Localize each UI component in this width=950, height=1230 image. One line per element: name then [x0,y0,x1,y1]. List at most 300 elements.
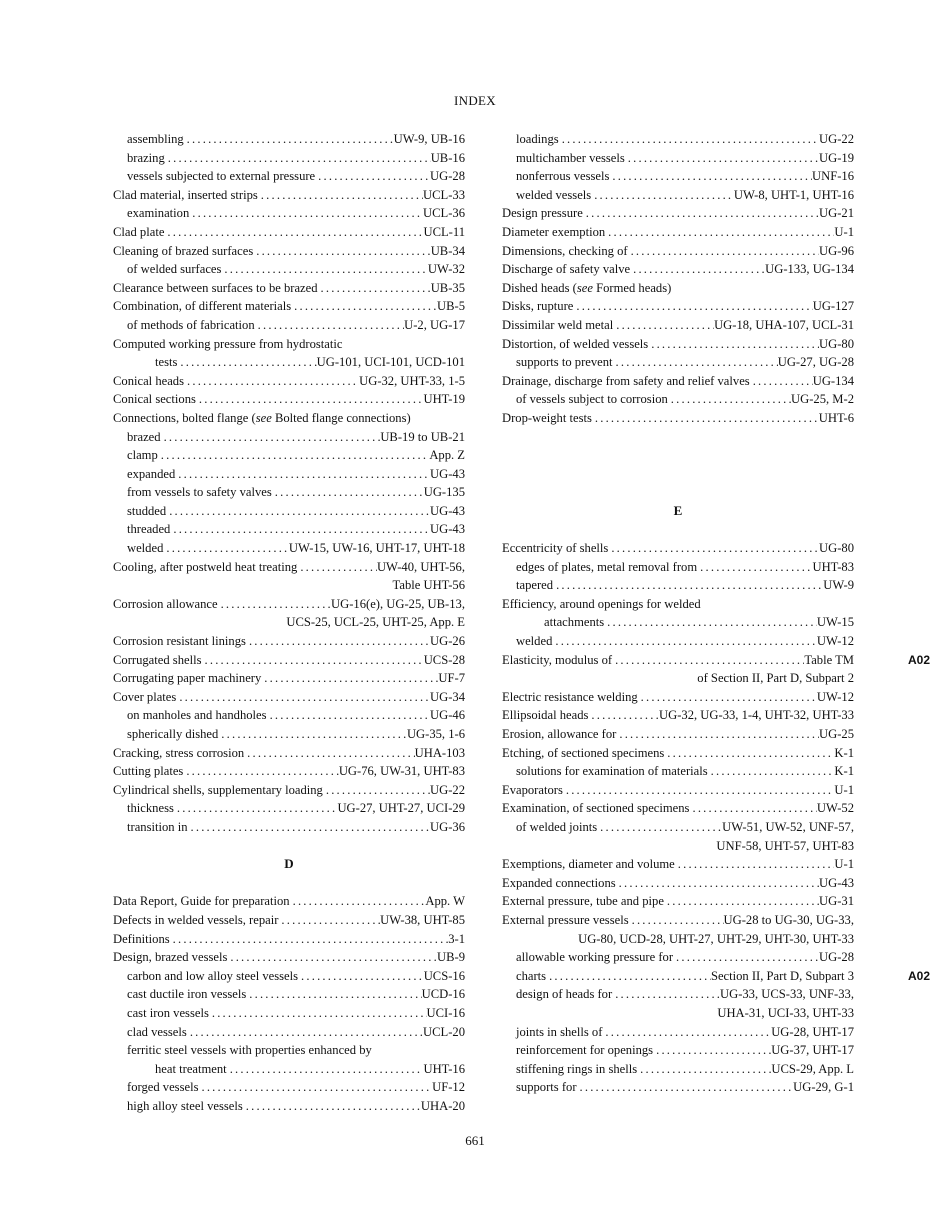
entry-reference: UG-80 [819,541,854,556]
entry-term: joints in shells of [516,1024,603,1039]
entry-reference: K-1 [834,764,854,779]
entry-reference: UG-22 [819,132,854,146]
entry-reference: UW-15, UW-16, UHT-17, UHT-18 [288,541,465,556]
entry-term: welded [516,634,553,649]
dot-leader [170,930,449,949]
index-subentry [502,948,854,967]
dot-leader [628,242,819,261]
entry-term: Data Report, Guide for preparation [113,894,290,909]
dot-leader [166,502,430,521]
entry-term: supports for [516,1080,577,1095]
entry-reference: UF-12 [432,1080,465,1095]
dot-leader [183,762,339,781]
entry-reference: UG-27, UHT-27, UCI-29 [337,801,465,816]
dot-leader [546,967,711,986]
entry-term: nonferrous vessels [516,169,610,184]
dot-leader [170,520,430,539]
index-entry [113,781,465,800]
entry-reference: UG-33, UCS-33, UNF-33, [720,987,854,1002]
dot-leader [602,1023,771,1042]
entry-reference: UG-43 [819,875,854,890]
entry-term: forged vessels [127,1080,199,1095]
index-subentry [502,167,854,186]
entry-term: Clearance between surfaces to be brazed [113,280,318,295]
dot-leader [592,409,819,428]
index-subentry [502,149,854,168]
entry-term: thickness [127,801,174,816]
entry-reference: UHA-20 [420,1098,465,1113]
dot-leader [629,911,724,930]
index-entry [502,799,854,818]
index-entry [502,725,854,744]
dot-leader [668,390,791,409]
entry-term: design of heads for [516,987,613,1002]
entry-term: solutions for examination of materials [516,764,708,779]
index-entry-continuation: Table UHT-56 [392,578,465,593]
entry-reference: UB-9 [437,950,465,965]
entry-term: Drop-weight tests [502,410,592,425]
entry-term: Efficiency, around openings for welded [502,596,701,611]
page-header: INDEX [454,93,496,108]
dot-leader [253,242,430,261]
entry-reference: UB-5 [437,299,465,314]
dot-leader [290,892,426,911]
entry-term: External pressure vessels [502,912,629,927]
dot-leader [573,297,812,316]
entry-reference: UW-12 [816,634,854,649]
dot-leader [591,186,734,205]
entry-term: Cutting plates [113,764,184,779]
index-subentry [113,520,465,539]
entry-reference: UCL-36 [423,206,465,221]
index-entry [502,706,854,725]
dot-leader [221,260,428,279]
entry-term: Cracking, stress corrosion [113,745,245,760]
entry-term: Conical heads [113,373,184,388]
dot-leader [291,297,437,316]
index-subentry [113,149,465,168]
dot-leader [616,725,819,744]
index-entry [113,558,465,577]
entry-term: Corrugated shells [113,652,202,667]
entry-reference: U-1 [834,224,854,239]
entry-reference: UHT-19 [423,392,465,407]
index-subentry [113,1097,465,1116]
entry-term: Design pressure [502,206,583,221]
entry-reference: UG-26 [430,634,465,649]
entry-reference: UW-8, UHT-1, UHT-16 [733,187,854,202]
index-subentry [113,725,465,744]
revision-mark: A02 [907,968,930,983]
entry-reference: UG-43 [430,466,465,481]
index-subentry [113,1023,465,1042]
dot-leader [616,874,819,893]
dot-leader [188,818,431,837]
entry-term: brazing [127,150,165,165]
entry-reference: App. W [425,894,465,909]
dot-leader [697,558,812,577]
index-entry [502,260,854,279]
index-subentry [113,483,465,502]
entry-term: heat treatment [155,1061,227,1076]
entry-term: Corrosion allowance [113,596,218,611]
entry-term: Dished heads (see Formed heads) [502,280,672,295]
entry-term: Etching, of sectioned specimens [502,745,665,760]
index-entry-continuation: UNF-58, UHT-57, UHT-83 [716,838,854,853]
entry-reference: UG-36 [430,819,465,834]
index-entry-continuation: UHA-31, UCI-33, UHT-33 [717,1005,854,1020]
dot-leader [708,762,835,781]
dot-leader [625,149,819,168]
entry-reference: UNF-16 [812,169,854,184]
entry-reference: UG-29, G-1 [793,1080,854,1095]
index-entry [502,297,854,316]
index-entry [502,409,854,428]
entry-term: Corrosion resistant linings [113,634,246,649]
entry-reference: UCL-20 [423,1024,465,1039]
entry-term: Cooling, after postweld heat treating [113,559,298,574]
index-subentry [502,1041,854,1060]
index-entry [502,651,930,670]
dot-leader [553,576,823,595]
spacer [502,483,854,502]
index-entry [113,409,465,428]
index-subentry [502,1060,854,1079]
dot-leader [272,483,424,502]
dot-leader [648,335,819,354]
index-subentry [502,818,854,837]
entry-term: Electric resistance welding [502,689,638,704]
dot-leader [605,223,834,242]
dot-leader [187,1023,423,1042]
dot-leader [243,1097,421,1116]
index-subentry [502,1078,854,1097]
entry-reference: Table TM [804,652,854,667]
index-subentry [113,204,465,223]
index-entry [502,744,854,763]
entry-reference: App. Z [429,448,465,463]
entry-reference: K-1 [834,745,854,760]
entry-reference: UCS-28 [423,652,465,667]
entry-reference: UG-127 [812,299,854,314]
spacer [502,428,854,447]
entry-reference: UG-22 [430,782,465,797]
entry-term: transition in [127,819,188,834]
entry-term: assembling [127,132,184,146]
entry-reference: UG-28 to UG-30, UG-33, [723,912,854,927]
dot-leader [608,539,819,558]
index-entry [113,223,465,242]
entry-reference: UG-43 [430,522,465,537]
entry-term: clamp [127,448,158,463]
entry-term: of welded surfaces [127,262,222,277]
index-entry-continuation: UCS-25, UCL-25, UHT-25, App. E [286,615,465,630]
dot-leader [612,985,720,1004]
entry-reference: UHA-103 [414,745,465,760]
index-subentry [113,1060,465,1079]
entry-term: charts [516,968,547,983]
entry-term: Distortion, of welded vessels [502,336,649,351]
index-subentry [502,967,930,986]
dot-leader [158,446,430,465]
entry-term: from vessels to safety valves [127,485,272,500]
dot-leader [218,595,331,614]
entry-reference: UG-35, 1-6 [406,727,465,741]
entry-term: Computed working pressure from hydrostatic [113,336,343,351]
entry-reference: UG-80 [819,336,854,351]
dot-leader [630,260,765,279]
index-entry [502,595,854,614]
index-entry [502,874,854,893]
entry-term: edges of plates, metal removal from [516,559,698,574]
entry-term: attachments [544,615,605,630]
dot-leader [175,465,430,484]
index-entry [502,781,854,800]
index-entry [113,911,465,930]
entry-term: examination [127,206,190,221]
entry-reference: UW-9 [823,578,854,593]
index-subentry [113,465,465,484]
index-entry [113,595,465,614]
index-entry [113,297,465,316]
entry-term: threaded [127,522,171,537]
index-subentry [113,446,465,465]
index-entry [502,223,854,242]
entry-reference: UW-12 [816,689,854,704]
dot-leader [278,911,380,930]
entry-reference: UF-7 [438,671,465,686]
index-entry [502,539,854,558]
entry-term: Clad plate [113,224,165,239]
entry-term: loadings [516,132,559,146]
index-entry [113,390,465,409]
dot-leader [609,167,812,186]
entry-reference: UG-133, UG-134 [765,262,854,277]
entry-term: stiffening rings in shells [516,1061,638,1076]
dot-leader [552,632,817,651]
index-subentry [502,613,854,632]
entry-reference: UW-40, UHT-56, [376,559,465,574]
index-entry [502,242,854,261]
entry-term: Connections, bolted flange (see Bolted flange connections) [113,410,411,425]
entry-term: Cylindrical shells, supplementary loading [113,782,323,797]
entry-term: high alloy steel vessels [127,1098,243,1113]
entry-reference: UG-134 [812,373,854,388]
entry-reference: UG-28 [819,950,854,965]
entry-term: multichamber vessels [516,150,625,165]
entry-term: Clad material, inserted strips [113,187,258,202]
entry-reference: UG-27, UG-28 [777,355,854,370]
index-column-left [113,130,465,1115]
dot-leader [750,372,813,391]
dot-leader [298,967,424,986]
entry-reference: UCS-16 [423,968,465,983]
entry-term: Exemptions, diameter and volume [502,857,675,872]
entry-reference: UCI-16 [426,1005,465,1020]
index-entry-continuation: UG-80, UCD-28, UHT-27, UHT-29, UHT-30, UHT-33 [578,931,854,946]
index-entry [113,242,465,261]
entry-term: Ellipsoidal heads [502,708,589,723]
entry-term: ferritic steel vessels with properties enhanced by [127,1043,372,1058]
entry-term: expanded [127,466,176,481]
entry-term: Cover plates [113,689,177,704]
index-entry [113,762,465,781]
entry-term: of methods of fabrication [127,317,255,332]
dot-leader [597,818,722,837]
index-entry-continuation: of Section II, Part D, Subpart 2 [697,671,854,686]
index-entry [502,855,854,874]
index-entry [113,632,465,651]
dot-leader [315,167,430,186]
entry-term: Defects in welded vessels, repair [113,912,279,927]
index-entry [502,372,854,391]
dot-leader [261,669,438,688]
index-subentry [113,818,465,837]
entry-reference: UHT-6 [818,410,854,425]
entry-reference: UG-19 [819,150,854,165]
entry-reference: UG-37, UHT-17 [771,1043,854,1058]
dot-leader [176,688,430,707]
dot-leader [246,632,430,651]
entry-reference: UW-51, UW-52, UNF-57, [722,819,854,834]
entry-reference: UW-15 [816,615,854,630]
entry-reference: UG-34 [430,689,465,704]
entry-reference: UG-31 [819,894,854,909]
entry-reference: U-1 [834,782,854,797]
entry-reference: UG-135 [423,485,465,500]
index-entry [113,688,465,707]
entry-reference: Section II, Part D, Subpart 3 [710,968,854,983]
dot-leader [258,186,423,205]
section-letter: E [673,502,683,518]
entry-term: Elasticity, modulus of [502,652,613,667]
dot-leader [613,353,778,372]
index-subentry [113,539,465,558]
section-letter: D [284,856,294,872]
index-entry [113,372,465,391]
entry-reference: UB-16 [430,150,465,165]
index-entry [502,892,854,911]
entry-term: carbon and low alloy steel vessels [127,968,299,983]
entry-reference: UG-21 [819,206,854,221]
entry-term: Conical sections [113,392,196,407]
entry-reference: UW-32 [427,262,465,277]
entry-term: Dimensions, checking of [502,243,628,258]
dot-leader [244,744,414,763]
dot-leader [227,1060,424,1079]
entry-term: Dissimilar weld metal [502,317,614,332]
index-subentry [113,1078,465,1097]
index-subentry [502,762,854,781]
entry-term: on manholes and handholes [127,708,267,723]
index-subentry [113,985,465,1004]
entry-reference: UB-19 to UB-21 [380,429,465,444]
spacer [502,465,854,484]
entry-term: of vessels subject to corrosion [516,392,668,407]
dot-leader [637,1060,771,1079]
entry-term: Diameter exemption [502,224,606,239]
entry-reference: UG-28 [430,169,465,184]
dot-leader [664,892,819,911]
spacer [113,837,465,856]
index-subentry [502,390,854,409]
entry-term: of welded joints [516,819,598,834]
spacer [113,874,465,893]
entry-reference: UW-38, UHT-85 [380,912,465,927]
dot-leader [577,1078,794,1097]
entry-term: Definitions [113,931,170,946]
dot-leader [164,223,423,242]
dot-leader [297,558,377,577]
index-entry [113,335,465,354]
entry-term: Expanded connections [502,875,616,890]
entry-reference: UCL-33 [423,187,465,202]
dot-leader [246,985,421,1004]
entry-term: spherically dished [127,727,219,741]
index-subentry [502,632,854,651]
index-subentry [113,316,465,335]
entry-reference: UG-18, UHA-107, UCL-31 [714,317,854,332]
entry-term: tapered [516,578,554,593]
entry-reference: UW-52 [816,801,854,816]
dot-leader [161,428,381,447]
dot-leader [675,855,835,874]
entry-reference: UHT-16 [423,1061,465,1076]
index-entry [113,186,465,205]
dot-leader [583,204,819,223]
entry-term: Evaporators [502,782,563,797]
entry-reference: UCL-11 [423,224,465,239]
entry-reference: U-2, UG-17 [404,317,465,332]
entry-term: reinforcement for openings [516,1043,654,1058]
entry-reference: UG-16(e), UG-25, UB-13, [331,596,465,611]
index-subentry [113,353,465,372]
entry-reference: UG-28, UHT-17 [771,1024,854,1039]
index-column-right [502,130,930,1097]
entry-term: Drainage, discharge from safety and relief valves [502,373,750,388]
entry-reference: UG-25 [819,727,854,741]
entry-reference: UG-76, UW-31, UHT-83 [338,764,465,779]
dot-leader [664,744,834,763]
dot-leader [267,706,430,725]
entry-term: clad vessels [127,1024,187,1039]
spacer [502,520,854,539]
entry-term: allowable working pressure for [516,950,674,965]
dot-leader [689,799,816,818]
entry-reference: UG-96 [819,243,854,258]
dot-leader [198,1078,432,1097]
index-subentry [502,353,854,372]
index-subentry [502,558,854,577]
entry-term: Erosion, allowance for [502,727,617,741]
index-subentry [502,576,854,595]
index-subentry [113,799,465,818]
entry-reference: UG-25, M-2 [791,392,854,407]
dot-leader [559,130,819,149]
dot-leader [638,688,817,707]
entry-term: supports to prevent [516,355,613,370]
index-entry [502,911,854,930]
dot-leader [196,390,424,409]
dot-leader [209,1004,427,1023]
index-entry [502,279,854,298]
index-subentry [113,1041,465,1060]
dot-leader [563,781,835,800]
dot-leader [318,279,431,298]
index-subentry [113,967,465,986]
entry-reference: UG-101, UCI-101, UCD-101 [316,355,465,370]
dot-leader [218,725,407,744]
